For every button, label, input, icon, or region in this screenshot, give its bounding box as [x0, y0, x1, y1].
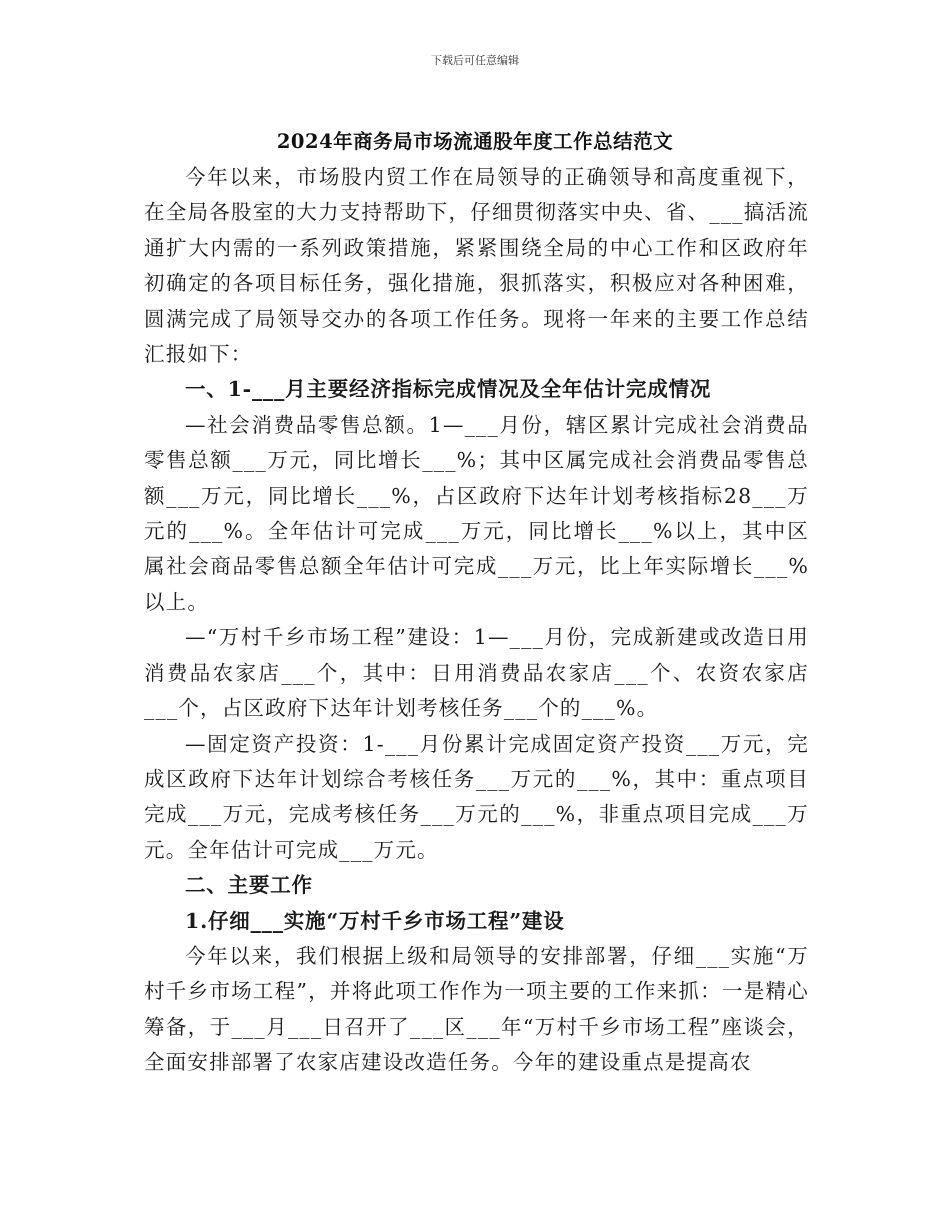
intro-paragraph: 今年以来，市场股内贸工作在局领导的正确领导和高度重视下，在全局各股室的大力支持帮助下，仔细贯彻落实中央、省、___搞活流通扩大内需的一系列政策措施，紧紧围绕全局的中心工作和区政府年初确定的各项目标任务，强化措施，狠抓落实，积极应对各种困难，圆满完成了局领导交办的各项工作任务。现将一年来的主要工作总结汇报如下： [144, 165, 809, 367]
document-body [144, 160, 809, 1081]
section-heading-indicators: 一、1-___月主要经济指标完成情况及全年估计完成情况 [185, 377, 712, 402]
paragraph-main-work-1: 今年以来，我们根据上级和局领导的安排部署，仔细___实施“万村千乡市场工程”，并将此项工作作为一项主要的工作来抓：一是精心筹备，于___月___日召开了___区___年“万村千乡市场工程”座谈会，全面安排部署了农家店建设改造任务。今年的建设重点是提高农 [144, 943, 809, 1075]
paragraph-fixed-assets: —固定资产投资：1-___月份累计完成固定资产投资___万元，完成区政府下达年计划综合考核任务___万元的___%，其中：重点项目完成___万元，完成考核任务___万元的___%，非重点项目完成___万元。全年估计可完成___万元。 [144, 731, 809, 862]
section-heading-main-work: 二、主要工作 [185, 873, 313, 898]
subsection-heading-1: 1.仔细___实施“万村千乡市场工程”建设 [185, 908, 565, 933]
paragraph-village-market: —“万村千乡市场工程”建设：1—___月份，完成新建或改造日用消费品农家店___个，其中：日用消费品农家店___个、农资农家店___个，占区政府下达年计划考核任务___个的___%。 [144, 625, 809, 721]
document-title: 2024年商务局市场流通股年度工作总结范文 [276, 130, 674, 153]
header-note: 下载后可任意编辑 [431, 54, 519, 67]
paragraph-retail-sales: —社会消费品零售总额。1—___月份，辖区累计完成社会消费品零售总额___万元，同比增长___%；其中区属完成社会消费品零售总额___万元，同比增长___%，占区政府下达年计划考核指标28___万元的___%。全年估计可完成___万元，同比增长___%以上，其中区属社会商品零售总额全年估计可完成___万元，比上年实际增长___%以上。 [144, 412, 809, 614]
